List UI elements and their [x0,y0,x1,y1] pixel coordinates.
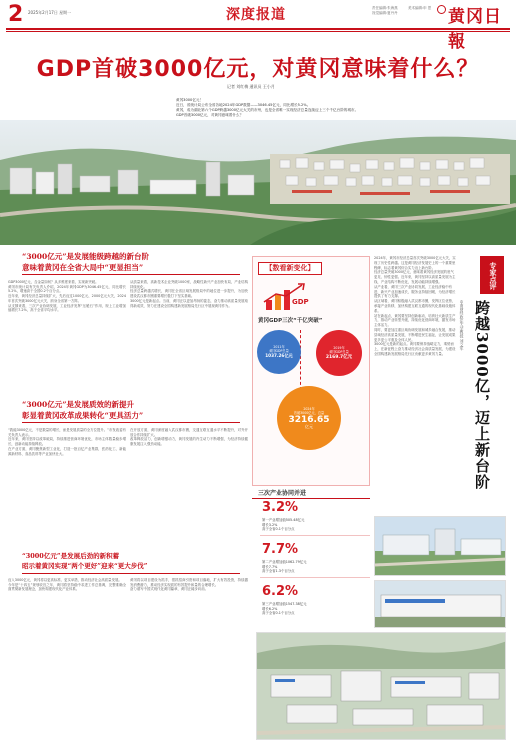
section1-rule [22,274,240,275]
paragraph: 从区域看，黄冈积极融入武汉都市圈，发挥区位优势，承接产业转移，加快构建互联互通的现代化基础设施体系。 [374,299,456,313]
primary-industry-pct: 3.2% [262,500,299,515]
paragraph: 近年来，黄冈坚持以改革破局，持续推进营商环境优化，市场主体数量稳步增长，创新动能持续释放。 [8,437,126,447]
paragraph: 经济总量突破3000亿元，意味着黄冈经济发展的底气更足、韧性更强。近年来，黄冈坚持以高质量发展为主线，产业结构不断优化，发展动能持续增强。 [374,270,456,284]
stats-subtitle: 黄冈GDP三次“千亿突破” [258,318,323,324]
milestone-year: 2024年 [303,407,315,411]
paragraph: 改革释放活力，创新增强动力，黄冈发展的内生动力不断增强，为经济持续健康发展注入强劲动能。 [130,437,248,447]
paragraph: 从质量来看，高新技术企业突破1000家，战略性新兴产业加快布局，产业结构持续优化。 [130,280,248,289]
milestone-value: 2169.7亿元 [325,355,353,360]
section1-col-left [8,280,126,392]
primary-industry-desc [262,518,372,532]
industry-line: 第一产业增加值505.48亿元 [262,518,305,522]
paragraph: 经济总量跨越式增长，黄冈在全省区域发展格局中的地位进一步提升，为加快建设武汉都市圈重要增长极打下坚实基础。 [130,289,248,299]
milestone-2019 [316,330,362,376]
section3-title-1: “3000亿元”是发展后劲的新积蓄 [22,552,120,560]
editor-line: 视觉编辑:夏丹丹 [372,11,398,15]
milestone-value: 3216.65 [288,415,330,425]
paragraph: 黄冈将以项目建设为抓手，狠抓招商引资和项目落地，扩大有效投资，持续激发消费潜力，推动经济实现质的有效提升和量的合理增长。 [130,578,248,587]
stats-heading: 【数看新变化】 [258,262,322,275]
secondary-industry-pct: 7.7% [262,542,299,557]
lead-line: 黄冈，成为湖北第六个GDP跨越3000亿元大关的市州，也是全省唯一实现经济总量连续迈上三个千亿台阶的城市。 [176,108,359,112]
milestone-label: 黄冈GDP总量 [329,350,349,354]
expert-comment-tag: 专家点评 [480,256,504,294]
lead-paragraph [176,98,506,118]
section2-title-1: “3000亿元”是发展质效的新提升 [22,400,135,409]
section2-col-left [8,428,126,546]
editor-line: 美术编辑:申 思 [408,6,432,10]
masthead: 黄冈日報 [448,7,502,52]
editor-credits [372,6,398,16]
milestone-value: 1037.26亿元 [265,353,293,358]
milestone-2024 [277,386,341,450]
page-date: 2025年2月17日 星期一 [28,10,72,15]
paragraph: 从产业看，黄冈三次产业协同发展，工业经济稳中有进，新兴产业加速成长，服务业持续回暖，为经济增长提供了有力支撑。 [374,284,456,299]
photo-industrial-park [374,516,506,576]
photo-factory [374,580,506,628]
section3-rule [22,573,240,574]
milestone-label: 首破3000亿元，总量 [293,411,325,415]
section1-title-1: “3000亿元”是发展能级跨越的新台阶 [22,252,150,261]
section2-col-right [130,428,248,546]
industry-line: 第三产业增加值1547.38亿元 [262,602,307,606]
industry-line: 第二产业增加值1062.79亿元 [262,560,307,564]
section-name: 深度报道 [226,7,286,23]
paragraph: “我能3000亿元，不是数量的增长，而是发展质量的全方位提升。”市发改委有关负责人表示。 [8,428,126,437]
industry-line: 增长6.2% [262,606,278,611]
section1-title-2: 意味着黄冈在全省大局中“更显担当” [22,263,144,272]
milestone-unit: 亿元 [305,424,313,429]
industries-title: 三次产业协同并进 [258,490,307,497]
lead-line: 黄冈3000亿元！ [176,98,204,102]
secondary-industry-desc [262,560,372,574]
paragraph: 从支撑来看，三次产业协调发展，工业经济发挥“压舱石”作用，规上工业增加值增长7.2%，高于全省平均水平。 [8,303,126,313]
milestone-year: 2011年 [273,345,285,349]
milestone-label: 黄冈GDP总量 [269,349,289,353]
paragraph: 黄冈市统计局有关负责人介绍，2024年黄冈GDP为3046.45亿元，同比增长5.2%，增速高于全国0.2个百分点。 [8,284,126,294]
tertiary-industry-pct: 6.2% [262,584,299,599]
paragraph: 3000亿元是新的起点。黄冈要保持战略定力，乘势而上，在新征程上奋力推动经济社会高质量发展，为建设全国构建新发展格局先行区贡献更多黄冈力量。 [374,342,456,356]
divider [260,535,370,536]
section2-title-2: 彰显着黄冈改革成果转化“更具活力” [22,411,144,420]
lead-line: 近日，省统计局公布全省各地2024年GDP数据——3046.45亿元，同比增长5.2%。 [176,103,311,107]
header-rule [6,28,510,30]
milestone-2011 [257,330,301,374]
paragraph: 今年是“十四五”规划收官之年，黄冈将坚持稳中求进工作总基调，完整准确全面贯彻新发展理念，加快构建现代化产业体系。 [8,582,126,592]
paragraph: 在产业方面，黄冈聚焦新型工业化，打造一批百亿产业集群，医药化工、新能源新材料、食品饮料等产业加快壮大。 [8,446,126,456]
milestone-year: 2019年 [333,346,345,350]
masthead-logo-icon [437,5,446,14]
paragraph: 奋力谱写中国式现代化黄冈篇章，黄冈正阔步向前。 [130,587,208,592]
paragraph: 在开放方面，黄冈深度融入武汉都市圈，交通互联互通水平不断提升，对外开放合作持续扩大。 [130,428,248,437]
page-number: 2 [8,2,24,27]
editor-line: 责任编辑:朱海燕 [372,6,398,10]
commentary-body [374,256,456,512]
milestone-connector [300,330,312,390]
industry-line: 高于全省0.1个百分点 [262,611,295,616]
commentary-headline: 跨越3000亿，迈上新台阶 [473,300,491,490]
section3-col-left [8,578,126,740]
paragraph: 站在新起点，黄冈要坚持创新驱动，培育壮大新质生产力，推动产业转型升级，持续优化营商环境，激发市场主体活力。 [374,313,456,328]
industry-line: 增长3.2% [262,522,278,527]
industry-line: 高于全省1.3个百分点 [262,569,295,574]
industry-line: 高于全省0.1个百分点 [262,527,295,532]
paragraph: 迈入3000亿元，黄冈将以更高标准、更实举措，推动经济社会高质量发展。 [8,578,122,582]
paragraph: 同时，要更加注重区域协调发展和城乡融合发展，推动县域经济高质量发展，不断增进民生福祉，让发展成果更多更公平惠及全体人民。 [374,327,456,342]
gdp-logo-text: GDP [292,298,309,306]
paragraph: 3000亿元是新起点。当前，黄冈正以更加昂扬的姿态，奋力推动高质量发展取得新成效，努力在建设全国构建新发展格局先行区中展现黄冈作为。 [130,298,248,308]
header-rule-thin [6,31,510,32]
headline: GDP首破3000亿元，对黄冈意味着什么？ [36,57,480,82]
divider [260,577,370,578]
byline: 记者 刘红梅 通讯员 王小月 [227,84,275,89]
tertiary-industry-desc [262,602,372,616]
gdp-logo [262,282,312,312]
lead-line: GDP首破3000亿元，对黄冈意味着什么？ [176,113,244,117]
section1-col-right [130,280,248,392]
section2-rule [22,422,240,423]
hero-photo [0,120,516,245]
paragraph: GDP3000亿元，含金量如何？从多维度来看，实现新突破。 [8,280,99,284]
paragraph: 2024年，黄冈市经济总量首次突破3000亿元大关，实现了历史性跨越。这是黄冈经济发展史上的一个重要里程碑，标志着黄冈综合实力迈上新台阶。 [374,256,456,270]
editor-credits-2 [408,6,431,11]
industry-line: 增长7.7% [262,564,278,569]
paragraph: 近年来，黄冈经济总量持续扩大，先后迈过1000亿元、2000亿元大关，2024年首次突破3000亿元大关，跻身全省第一方阵。 [8,294,126,303]
section3-col-right [130,578,248,740]
section3-title-2: 昭示着黄冈实现“两个更好”迎来“更大步伐” [22,562,148,570]
commentary-author: 中南财经政法大学教授 刘文军 [460,300,465,351]
photo-aerial-factory [256,632,506,740]
industries-rule [252,498,370,499]
